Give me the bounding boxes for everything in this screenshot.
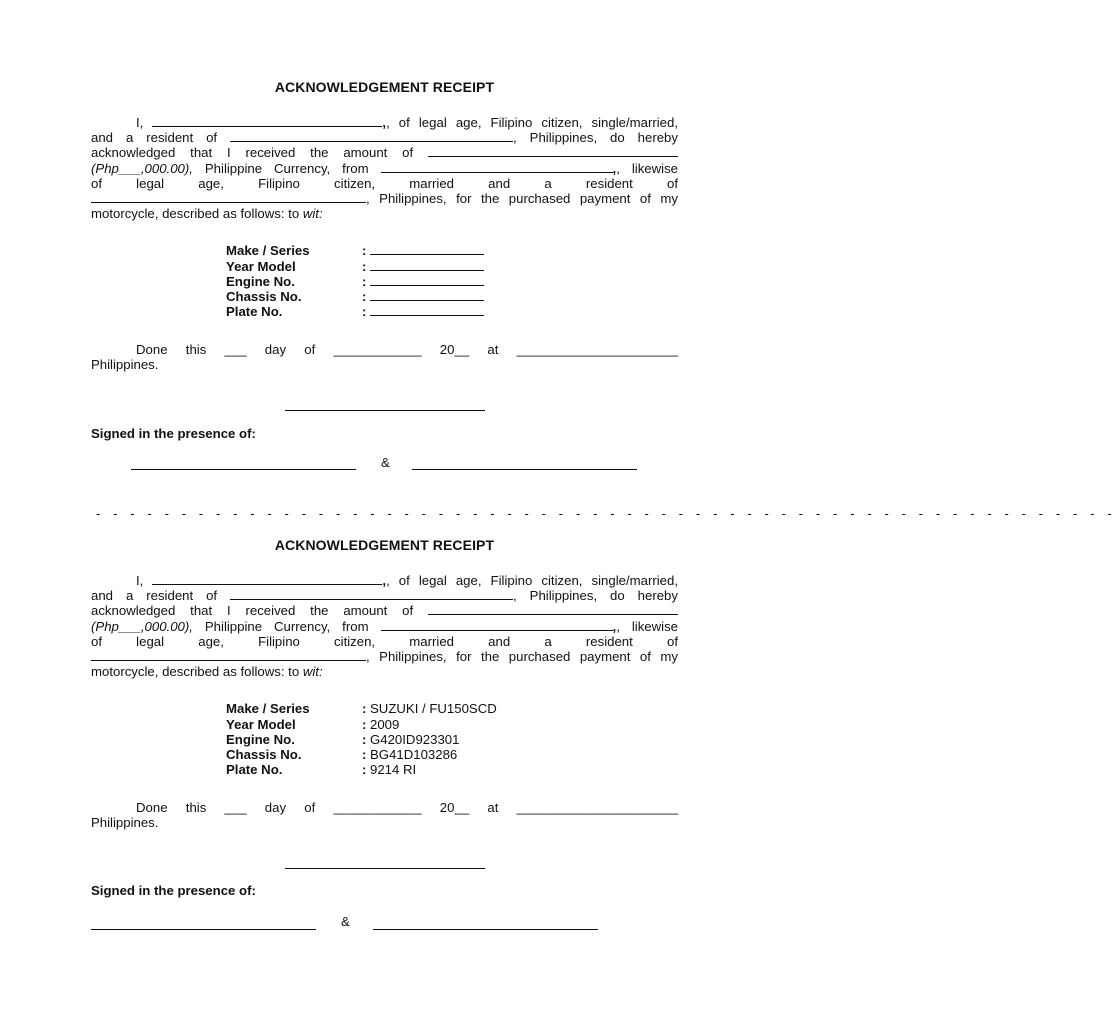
amount-blank[interactable] (428, 145, 678, 157)
witness-signature-line[interactable] (91, 928, 316, 930)
signature-line[interactable] (285, 867, 485, 869)
signature-line[interactable] (285, 409, 485, 411)
amount-blank[interactable] (428, 603, 678, 615)
spec-row: Year Model : 2009 (226, 717, 678, 732)
witness-signature-line[interactable] (373, 928, 598, 930)
spec-blank[interactable] (370, 259, 484, 271)
seller-residence-blank[interactable] (91, 649, 366, 661)
spec-row: Plate No. : 9214 RI (226, 762, 678, 777)
seller-blank[interactable] (381, 619, 613, 631)
make-series-value: SUZUKI / FU150SCD (370, 701, 497, 717)
motorcycle-specs (226, 243, 678, 319)
spec-row: Engine No. : G420ID923301 (226, 732, 678, 747)
year-model-value: 2009 (370, 716, 400, 732)
signed-presence-label: Signed in the presence of: (91, 426, 256, 441)
spec-row: Plate No. : (226, 304, 678, 319)
receipt-filled (91, 536, 679, 929)
spec-blank[interactable] (370, 304, 484, 316)
name-blank[interactable] (152, 115, 382, 127)
receipt-blank (91, 78, 679, 470)
spec-blank[interactable] (370, 289, 484, 301)
spec-row: Make / Series : SUZUKI / FU150SCD (226, 701, 497, 717)
witness-signature-line[interactable] (412, 468, 637, 470)
spec-blank[interactable] (370, 243, 484, 255)
seller-blank[interactable] (381, 161, 613, 173)
spec-row: Chassis No. : (226, 289, 678, 304)
seller-residence-blank[interactable] (91, 191, 366, 203)
motorcycle-specs (226, 701, 678, 777)
done-date-line: Done this ___ day of ____________ 20__ at ______________________ Philippines. (91, 342, 678, 373)
spec-row: Chassis No. : BG41D103286 (226, 747, 678, 762)
plate-no-value: 9214 RI (370, 762, 417, 778)
receipt-title: ACKNOWLEDGEMENT RECEIPT (274, 537, 495, 553)
receipt-paragraph: I, ,, of legal age, Filipino citizen, single/married, and a resident of , Philippines, do hereby acknowledged that I received the amount of (Php___,000.00), Philippine Currency, from ,, likewise of legal age, Filipino citizen, married and a resident of , Philippines, for the purchased payment of my motorcycle, described as follows: to wit: (91, 573, 679, 680)
receipt-title: ACKNOWLEDGEMENT RECEIPT (274, 79, 495, 95)
cut-divider: - - - - - - - - - - - - - - - - - - - - - - - - - - - - - - - - - - - - - - - - - - - - - - - - - - - - - - - - - - - - (96, 506, 1116, 521)
receipt-paragraph: I, ,, of legal age, Filipino citizen, single/married, and a resident of , Philippines, do hereby acknowledged that I received the amount of (Php___,000.00), Philippine Currency, from ,, likewise of legal age, Filipino citizen, married and a resident of , Philippines, for the purchased payment of my motorcycle, described as follows: to wit: (91, 115, 679, 222)
witness-signature-line[interactable] (131, 468, 356, 470)
ampersand: & (381, 455, 390, 470)
spec-row: Make / Series : (226, 243, 678, 258)
name-blank[interactable] (152, 573, 382, 585)
chassis-no-value: BG41D103286 (370, 746, 458, 762)
signed-presence-label: Signed in the presence of: (91, 883, 256, 898)
residence-blank[interactable] (230, 130, 513, 142)
spec-row: Year Model : (226, 259, 678, 274)
ampersand: & (341, 914, 350, 929)
done-date-line: Done this ___ day of ____________ 20__ at ______________________ Philippines. (91, 800, 678, 831)
residence-blank[interactable] (230, 588, 513, 600)
spec-row: Engine No. : (226, 274, 678, 289)
spec-blank[interactable] (370, 274, 484, 286)
engine-no-value: G420ID923301 (370, 731, 460, 747)
